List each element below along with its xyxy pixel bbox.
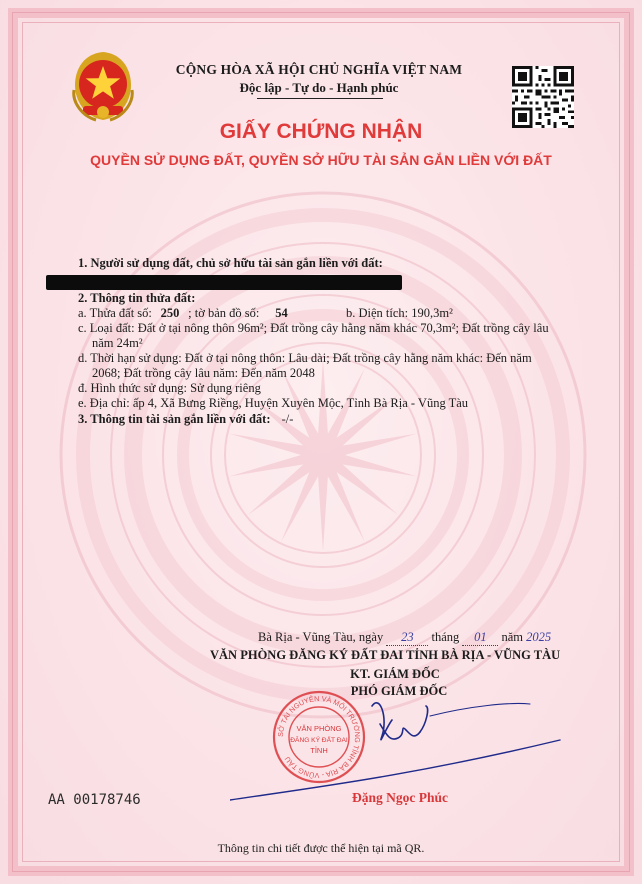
seal-ring-text: SỞ TÀI NGUYÊN VÀ MÔI TRƯỜNG TỈNH BÀ RỊA - VŨNG TÀU [275, 693, 363, 781]
issue-month: 01 [462, 630, 498, 646]
redacted-owner-name [46, 275, 402, 290]
parcel-number: 250 [160, 306, 180, 320]
signer-name: Đặng Ngọc Phúc [352, 790, 449, 805]
section3-label: 3. Thông tin tài sản gắn liền với đất: [78, 412, 271, 426]
section3-row [78, 412, 293, 427]
qr-code [512, 66, 574, 128]
usage-term-line2: 2068; Đất trồng cây lâu năm: Đến năm 2048 [92, 366, 315, 380]
issuing-office: VĂN PHÒNG ĐĂNG KÝ ĐẤT ĐAI TỈNH BÀ RỊA - VŨNG TÀU [210, 648, 561, 662]
qr-footnote: Thông tin chi tiết được thể hiện tại mã QR. [217, 841, 425, 855]
seal-line1: VĂN PHÒNG [296, 724, 342, 733]
area-label: b. Diện tích: [346, 306, 409, 320]
issue-date [258, 630, 551, 646]
seal-line2: ĐĂNG KÝ ĐẤT ĐAI [290, 737, 348, 744]
address: e. Địa chỉ: ấp 4, Xã Bưng Riềng, Huyện Xuyên Mộc, Tỉnh Bà Rịa - Vũng Tàu [78, 396, 469, 410]
deputy-director: PHÓ GIÁM ĐỐC [350, 684, 448, 698]
section2-label: 2. Thông tin thửa đất: [78, 291, 196, 305]
map-sheet-label: ; tờ bản đồ số: [188, 306, 260, 320]
land-type-line1: c. Loại đất: Đất ở tại nông thôn 96m²; Đất trồng cây hằng năm khác 70,3m²; Đất trồng cây lâu [78, 321, 549, 335]
area-value: 190,3m² [411, 306, 453, 320]
motto-underline [257, 98, 383, 99]
section3-value: -/- [281, 412, 294, 426]
document-title: GIẤY CHỨNG NHẬN [219, 120, 423, 143]
usage-term-line1: d. Thời hạn sử dụng: Đất ở tại nông thôn: Lâu dài; Đất trồng cây hằng năm khác: Đến năm [78, 351, 532, 365]
map-sheet-number: 54 [275, 306, 288, 320]
usage-form: đ. Hình thức sử dụng: Sử dụng riêng [78, 381, 261, 395]
nation-name: CỘNG HÒA XÃ HỘI CHỦ NGHĨA VIỆT NAM [175, 62, 463, 77]
area-row [346, 306, 453, 321]
month-label: tháng [431, 630, 460, 644]
document-subtitle: QUYỀN SỬ DỤNG ĐẤT, QUYỀN SỞ HỮU TÀI SẢN GẮN LIỀN VỚI ĐẤT [90, 152, 552, 168]
national-emblem-icon [66, 46, 140, 128]
section1-label: 1. Người sử dụng đất, chủ sở hữu tài sản gắn liền với đất: [78, 256, 383, 270]
land-type-line2: năm 24m² [92, 336, 143, 350]
issue-year: 2025 [526, 630, 552, 644]
issue-place: Bà Rịa - Vũng Tàu, ngày [258, 630, 384, 644]
seal-line3: TỈNH [310, 746, 328, 755]
national-motto: Độc lập - Tự do - Hạnh phúc [239, 80, 399, 95]
kt-director: KT. GIÁM ĐỐC [350, 667, 440, 681]
certificate-serial: AA 00178746 [48, 792, 141, 808]
year-label: năm [501, 630, 524, 644]
parcel-row [78, 306, 300, 321]
issue-day: 23 [386, 630, 428, 646]
parcel-label: a. Thửa đất số: [78, 306, 152, 320]
